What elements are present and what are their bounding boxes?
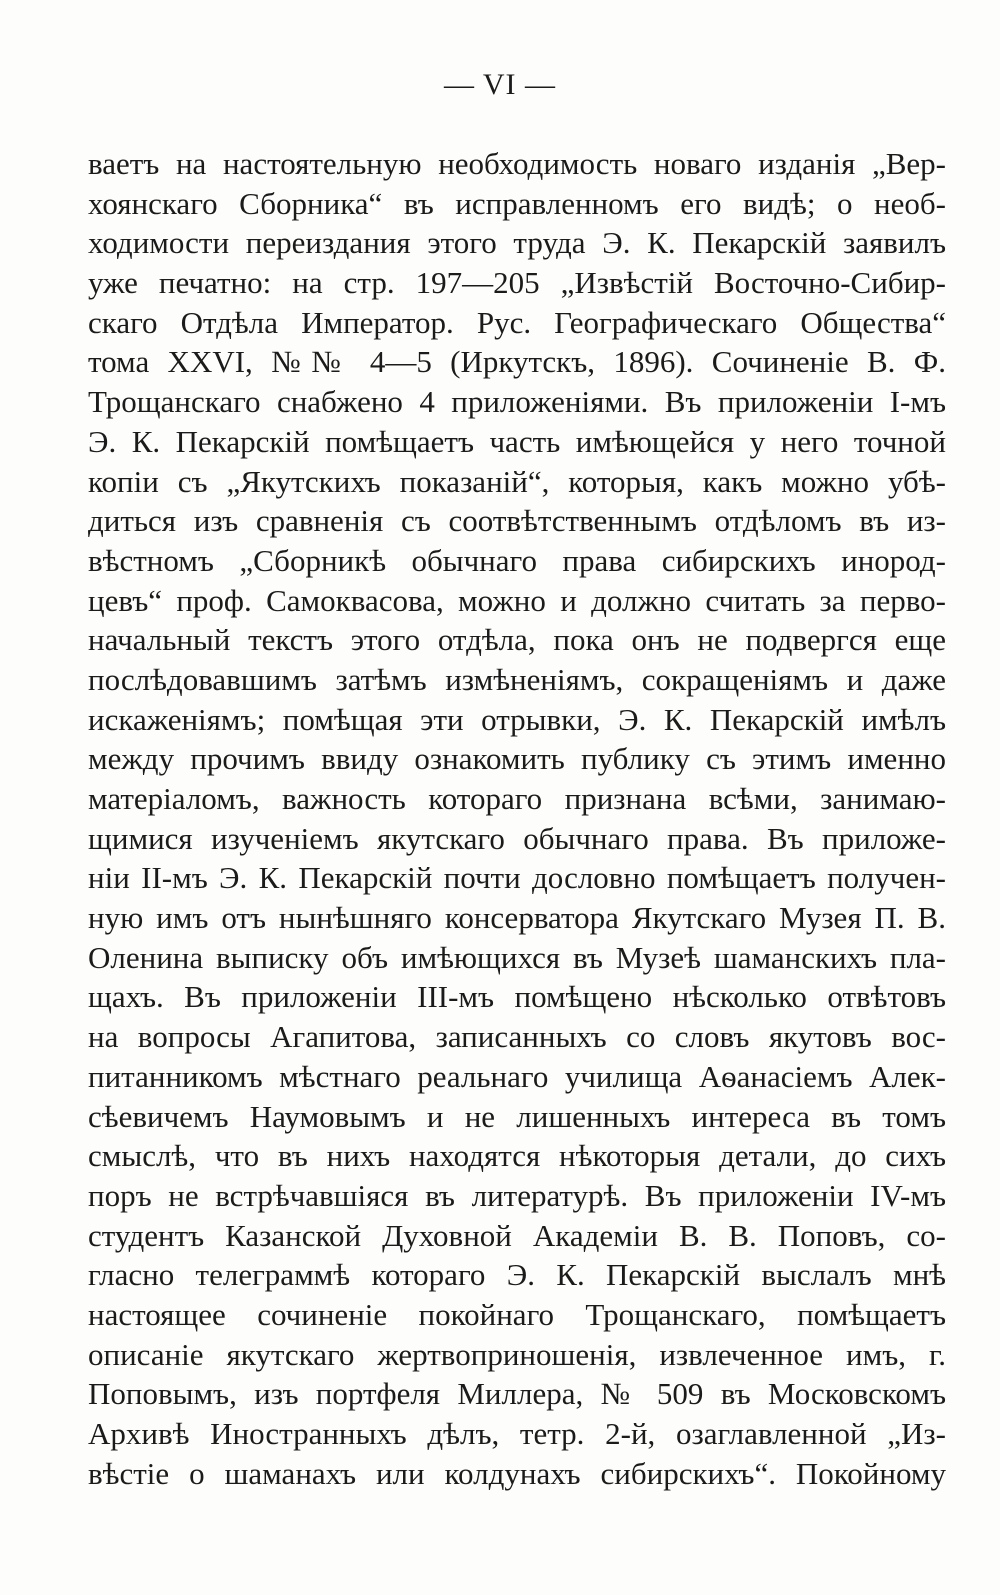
text-line: Поповымъ, изъ портфеля Миллера, № 509 въ Московскомъ xyxy=(88,1376,946,1412)
text-line: сѣевичемъ Наумовымъ и не лишенныхъ интереса въ томъ xyxy=(88,1098,946,1134)
text-line: ваетъ на настоятельную необходимость новаго изданія „Вер- xyxy=(88,146,946,181)
text-line: настоящее сочиненіе покойнаго Трощанскаго, помѣщаетъ xyxy=(88,1296,946,1332)
page-number: — VI — xyxy=(443,68,557,101)
text-line: ную имъ отъ нынѣшняго консерватора Якутскаго Музея П. В. xyxy=(88,900,946,936)
text-line: питанникомъ мѣстнаго реальнаго училища Аѳанасіемъ Алек- xyxy=(88,1058,946,1094)
text-line: матеріаломъ, важность котораго признана всѣми, занимаю- xyxy=(88,781,946,816)
text-line: ходимости переиздания этого труда Э. К. Пекарскій заявилъ xyxy=(88,225,946,261)
text-line: гласно телеграммѣ котораго Э. К. Пекарскій выслалъ мнѣ xyxy=(88,1257,946,1293)
text-line: послѣдовавшимъ затѣмъ измѣненіямъ, сокращеніямъ и даже xyxy=(88,661,946,697)
text-line: смыслѣ, что въ нихъ находятся нѣкоторыя детали, до сихъ xyxy=(88,1138,946,1174)
text-line: между прочимъ ввиду ознакомить публику съ этимъ именно xyxy=(88,741,946,777)
text-line: скаго Отдѣла Император. Рус. Географическаго Общества“ xyxy=(88,304,946,340)
text-line: поръ не встрѣчавшіяся въ литературѣ. Въ приложеніи IV-мъ xyxy=(88,1177,946,1213)
text-line: ніи II-мъ Э. К. Пекарскій почти дословно помѣщаетъ получен- xyxy=(88,860,946,896)
text-line: цевъ“ проф. Самоквасова, можно и должно считать за перво- xyxy=(88,582,946,618)
text-line: Архивѣ Иностранныхъ дѣлъ, тетр. 2-й, озаглавленной „Из- xyxy=(88,1416,946,1451)
text-line: уже печатно: на стр. 197—205 „Извѣстій Восточно-Сибир- xyxy=(88,265,946,301)
text-line: искаженіямъ; помѣщая эти отрывки, Э. К. Пекарскій имѣлъ xyxy=(88,701,946,737)
text-line: описаніе якутскаго жертвоприношенія, извлеченное имъ, г. xyxy=(88,1336,946,1372)
text-line: на вопросы Агапитова, записанныхъ со словъ якутовъ вос- xyxy=(88,1019,946,1055)
text-line: тома XXVI, №№ 4—5 (Иркутскъ, 1896). Сочиненіе В. Ф. xyxy=(88,344,946,380)
text-line: Трощанскаго снабжено 4 приложеніями. Въ приложеніи I-мъ xyxy=(88,384,946,420)
text-line: диться изъ сравненія съ соотвѣтственнымъ отдѣломъ въ из- xyxy=(88,503,946,539)
text-line: хоянскаго Сборника“ въ исправленномъ его видѣ; о необ- xyxy=(88,185,946,221)
text-line: Э. К. Пекарскій помѣщаетъ часть имѣющейся у него точной xyxy=(88,423,946,459)
text-line: вѣстномъ „Сборникѣ обычнаго права сибирскихъ инород- xyxy=(88,542,946,578)
text-line: щахъ. Въ приложеніи III-мъ помѣщено нѣсколько отвѣтовъ xyxy=(88,979,946,1015)
text-line: студентъ Казанской Духовной Академіи В. В. Поповъ, со- xyxy=(88,1217,946,1253)
text-line: Оленина выписку объ имѣющихся въ Музеѣ шаманскихъ пла- xyxy=(88,939,946,975)
text-line: вѣстіе о шаманахъ или колдунахъ сибирскихъ“. Покойному xyxy=(88,1455,946,1491)
text-line: щимися изученіемъ якутскаго обычнаго права. Въ приложе- xyxy=(88,820,946,856)
text-line: начальный текстъ этого отдѣла, пока онъ не подвергся еще xyxy=(88,622,946,658)
text-line: копіи съ „Якутскихъ показаній“, которыя, какъ можно убѣ- xyxy=(88,463,946,499)
body-text xyxy=(88,144,946,1493)
